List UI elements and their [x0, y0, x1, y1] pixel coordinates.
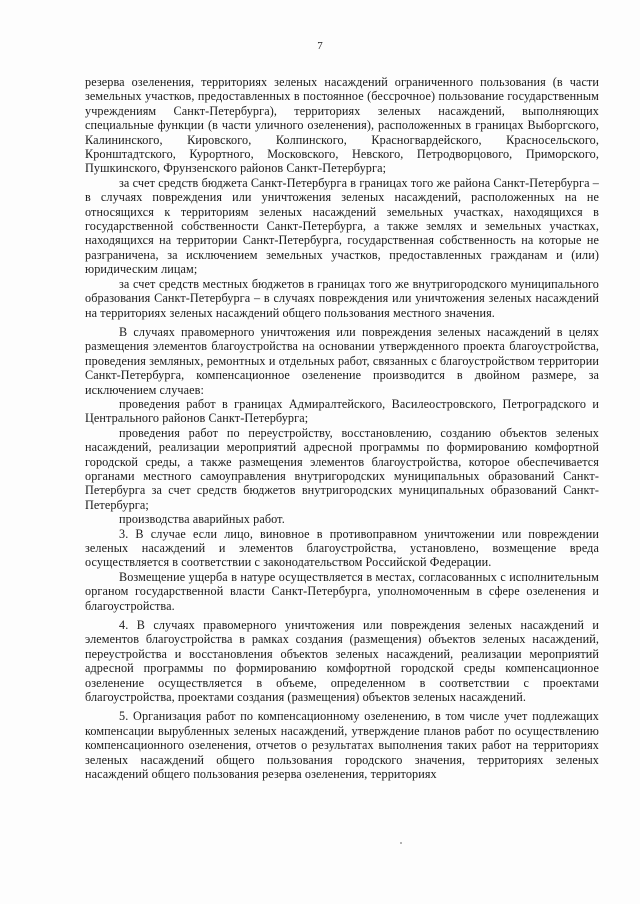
paragraph-item-4: 4. В случаях правомерного уничтожения или повреждения зеленых насаждений и элементов благоустройства в рамках создания (размещения) объектов зеленых насаждений, переустройства и восстановления объектов зеленых насаждений, реализации мероприятий адресной программы по формированию комфортной городской среды компенсационное озеленение осуществляется в объеме, определенном в соответствии с проектами благоустройства, проектами создания (размещения) объектов зеленых насаждений.: [85, 618, 599, 705]
document-body: [85, 75, 599, 782]
paragraph-local-budget: за счет средств местных бюджетов в границах того же внутригородского муниципального образования Санкт-Петербурга – в случаях повреждения или уничтожения зеленых насаждений на территориях зеленых насаждений общего пользования местного значения.: [85, 276, 599, 320]
paragraph-exception-districts: проведения работ в границах Адмиралтейского, Василеостровского, Петроградского и Центрального районов Санкт-Петербурга;: [85, 396, 599, 426]
paragraph-item-5: 5. Организация работ по компенсационному озеленению, в том числе учет подлежащих компенсации вырубленных зеленых насаждений, утверждение планов работ по осуществлению компенсационного озеленения, отчетов о результатах выполнения таких работ на территориях зеленых насаждений общего пользования городского значения, территориях зеленых насаждений общего пользования резерва озеленения, территориях: [85, 709, 599, 782]
paragraph-continuation: резерва озеленения, территориях зеленых насаждений ограниченного пользования (в части земельных участков, предоставленных в постоянное (бессрочное) пользование государственным учреждениям Санкт-Петербурга), территориях зеленых насаждений, выполняющих специальные функции (в части уличного озеленения), расположенных в границах Выборгского, Калининского, Кировского, Колпинского, Красногвардейского, Красносельского, Кронштадтского, Курортного, Московского, Невского, Петродворцового, Приморского, Пушкинского, Фрунзенского районов Санкт-Петербурга;: [85, 75, 599, 176]
paragraph-city-budget: за счет средств бюджета Санкт-Петербурга в границах того же района Санкт-Петербурга – в случаях повреждения или уничтожения зеленых насаждений, расположенных на не относящихся к территориям зеленых насаждений земельных участках, находящихся в государственной собственности Санкт-Петербурга, а также землях и земельных участках, находящихся на территории Санкт-Петербурга, государственная собственность на которые не разграничена, за исключением земельных участков, предоставленных гражданам и (или) юридическим лицам;: [85, 175, 599, 277]
scan-artifact: [400, 842, 402, 844]
paragraph-damage-in-kind: Возмещение ущерба в натуре осуществляется в местах, согласованных с исполнительным органом государственной власти Санкт-Петербурга, уполномоченным в сфере озеленения и благоустройства.: [85, 569, 599, 613]
page-number: 7: [317, 40, 323, 52]
paragraph-exception-emergency: производства аварийных работ.: [119, 512, 285, 527]
paragraph-double-compensation: В случаях правомерного уничтожения или повреждения зеленых насаждений в целях размещения элементов благоустройства на основании утвержденного проекта благоустройства, проведения земляных, ремонтных и отдельных работ, связанных с благоустройством территории Санкт-Петербурга, компенсационное озеленение производится в двойном размере, за исключением случаев:: [85, 324, 599, 397]
paragraph-item-3: 3. В случае если лицо, виновное в противоправном уничтожении или повреждении зеленых насаждений и элементов благоустройства, установлено, возмещение вреда осуществляется в соответствии с законодательством Российской Федерации.: [85, 526, 599, 570]
paragraph-exception-works: проведения работ по переустройству, восстановлению, созданию объектов зеленых насаждений, реализации мероприятий адресной программы по формированию комфортной городской среды, а также размещения элементов благоустройства, которое обеспечивается органами местного самоуправления внутригородских муниципальных образований Санкт-Петербурга за счет средств бюджетов внутригородских муниципальных образований Санкт-Петербурга;: [85, 425, 599, 512]
